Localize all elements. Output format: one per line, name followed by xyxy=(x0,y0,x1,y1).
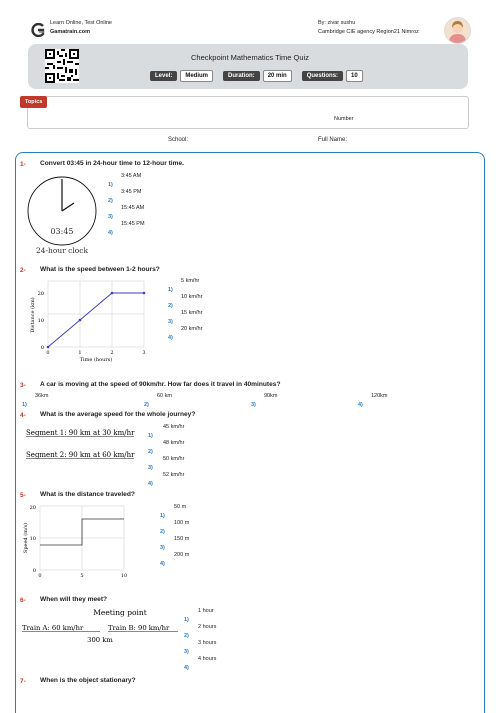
answer-option[interactable]: 2) 2 hours xyxy=(184,624,217,639)
number-label: Number xyxy=(334,116,354,122)
x-tick: 0 xyxy=(46,350,50,356)
fullname-label: Full Name: xyxy=(318,137,348,143)
answer-option[interactable]: 2) 3:45 PM xyxy=(108,189,142,204)
answer-option[interactable]: 3) 3 hours xyxy=(184,640,217,655)
answer-option[interactable]: 2) 10 km/hr xyxy=(168,294,203,309)
answer-option[interactable]: 1) 36km xyxy=(22,393,49,408)
speed-time-graph xyxy=(22,502,134,582)
clock-caption: 24-hour clock xyxy=(35,246,89,255)
x-tick: 3 xyxy=(142,350,146,356)
x-tick: 5 xyxy=(80,573,84,579)
question-2-number: 2- xyxy=(20,267,26,274)
duration-label: Duration: xyxy=(223,71,260,81)
clock-time: 03:45 xyxy=(50,227,74,236)
qr-code xyxy=(45,49,79,83)
duration-value: 20 min xyxy=(263,70,292,82)
questions-value: 10 xyxy=(346,70,363,82)
segment-1-label: Segment 1: 90 km at 30 km/hr xyxy=(26,429,135,437)
answer-option[interactable]: 3) 15 km/hr xyxy=(168,310,203,325)
y-tick: 10 xyxy=(37,318,44,324)
y-tick: 20 xyxy=(29,505,36,511)
question-6-text: When will they meet? xyxy=(40,596,108,603)
question-3-text: A car is moving at the speed of 90km/hr. How far does it travel in 40minutes? xyxy=(40,381,281,388)
trains-figure xyxy=(20,606,180,646)
y-axis-label: Distance (km) xyxy=(30,297,36,333)
title-bar xyxy=(28,44,468,89)
train-a-label: Train A: 60 km/hr xyxy=(22,624,84,632)
quiz-meta xyxy=(150,70,363,82)
answer-option[interactable]: 3) 90km xyxy=(251,393,278,408)
question-7-text: When is the object stationary? xyxy=(40,677,136,684)
answer-option[interactable]: 1) 50 m xyxy=(160,504,187,519)
segment-2-label: Segment 2: 90 km at 60 km/hr xyxy=(26,451,135,459)
header-tagline: Learn Online, Test Online xyxy=(50,20,112,26)
question-1-number: 1- xyxy=(20,161,26,168)
question-4-text: What is the average speed for the whole journey? xyxy=(40,411,196,418)
question-3-number: 3- xyxy=(20,382,26,389)
question-5-text: What is the distance traveled? xyxy=(40,491,135,498)
answer-option[interactable]: 4) 15:45 PM xyxy=(108,221,145,236)
header-author: By: zivar sushu xyxy=(318,20,356,26)
y-tick: 20 xyxy=(37,291,44,297)
answer-option[interactable]: 1) 3:45 AM xyxy=(108,173,142,188)
y-axis-label: Speed (m/s) xyxy=(23,522,29,554)
question-4-number: 4- xyxy=(20,412,26,419)
header-site[interactable]: Gamatrain.com xyxy=(50,29,91,35)
answer-option[interactable]: 1) 5 km/hr xyxy=(168,278,200,293)
answer-option[interactable]: 3) 15:45 AM xyxy=(108,205,145,220)
train-b-label: Train B: 90 km/hr xyxy=(108,624,170,632)
y-tick: 10 xyxy=(29,536,36,542)
answer-option[interactable]: 4) 120km xyxy=(358,393,388,408)
question-6-number: 6- xyxy=(20,597,26,604)
y-tick: 0 xyxy=(32,568,36,574)
distance-time-graph xyxy=(28,277,153,362)
answer-option[interactable]: 4) 200 m xyxy=(160,552,190,567)
x-axis-label: Time (hours) xyxy=(79,357,113,362)
question-2-text: What is the speed between 1-2 hours? xyxy=(40,266,160,273)
level-value: Medium xyxy=(180,70,213,82)
quiz-title: Checkpoint Mathematics Time Quiz xyxy=(191,53,309,62)
answer-option[interactable]: 4) 52 km/hr xyxy=(148,472,185,487)
level-label: Level: xyxy=(150,71,177,81)
answer-option[interactable]: 1) 1 hour xyxy=(184,608,214,623)
answer-option[interactable]: 3) 150 m xyxy=(160,536,190,551)
question-1-text: Convert 03:45 in 24-hour time to 12-hour time. xyxy=(40,160,184,167)
x-tick: 10 xyxy=(120,573,128,579)
school-label: School: xyxy=(168,137,189,143)
y-tick: 0 xyxy=(40,345,44,351)
topics-tag[interactable]: Topics xyxy=(20,96,47,108)
answer-option[interactable]: 4) 4 hours xyxy=(184,656,217,671)
x-tick: 1 xyxy=(78,350,82,356)
gamatrain-logo-icon xyxy=(30,23,46,37)
answer-option[interactable]: 3) 50 km/hr xyxy=(148,456,185,471)
answer-option[interactable]: 1) 45 km/hr xyxy=(148,424,185,439)
question-7-number: 7- xyxy=(20,678,26,685)
distance-label: 300 km xyxy=(87,636,113,644)
question-5-number: 5- xyxy=(20,492,26,499)
answer-option[interactable]: 2) 100 m xyxy=(160,520,190,535)
answer-option[interactable]: 2) 60 km xyxy=(144,393,172,408)
clock-figure xyxy=(22,173,102,255)
x-tick: 2 xyxy=(110,350,114,356)
answer-option[interactable]: 2) 48 km/hr xyxy=(148,440,185,455)
info-box xyxy=(27,96,469,129)
header-agency: Cambridge CIE agency Region21 Nimroz xyxy=(318,29,419,35)
answer-option[interactable]: 4) 20 km/hr xyxy=(168,326,203,341)
meeting-point-label: Meeting point xyxy=(93,608,147,617)
questions-label: Questions: xyxy=(302,71,343,81)
avatar xyxy=(444,17,471,44)
x-tick: 0 xyxy=(38,573,42,579)
journey-segments-figure xyxy=(24,424,139,464)
